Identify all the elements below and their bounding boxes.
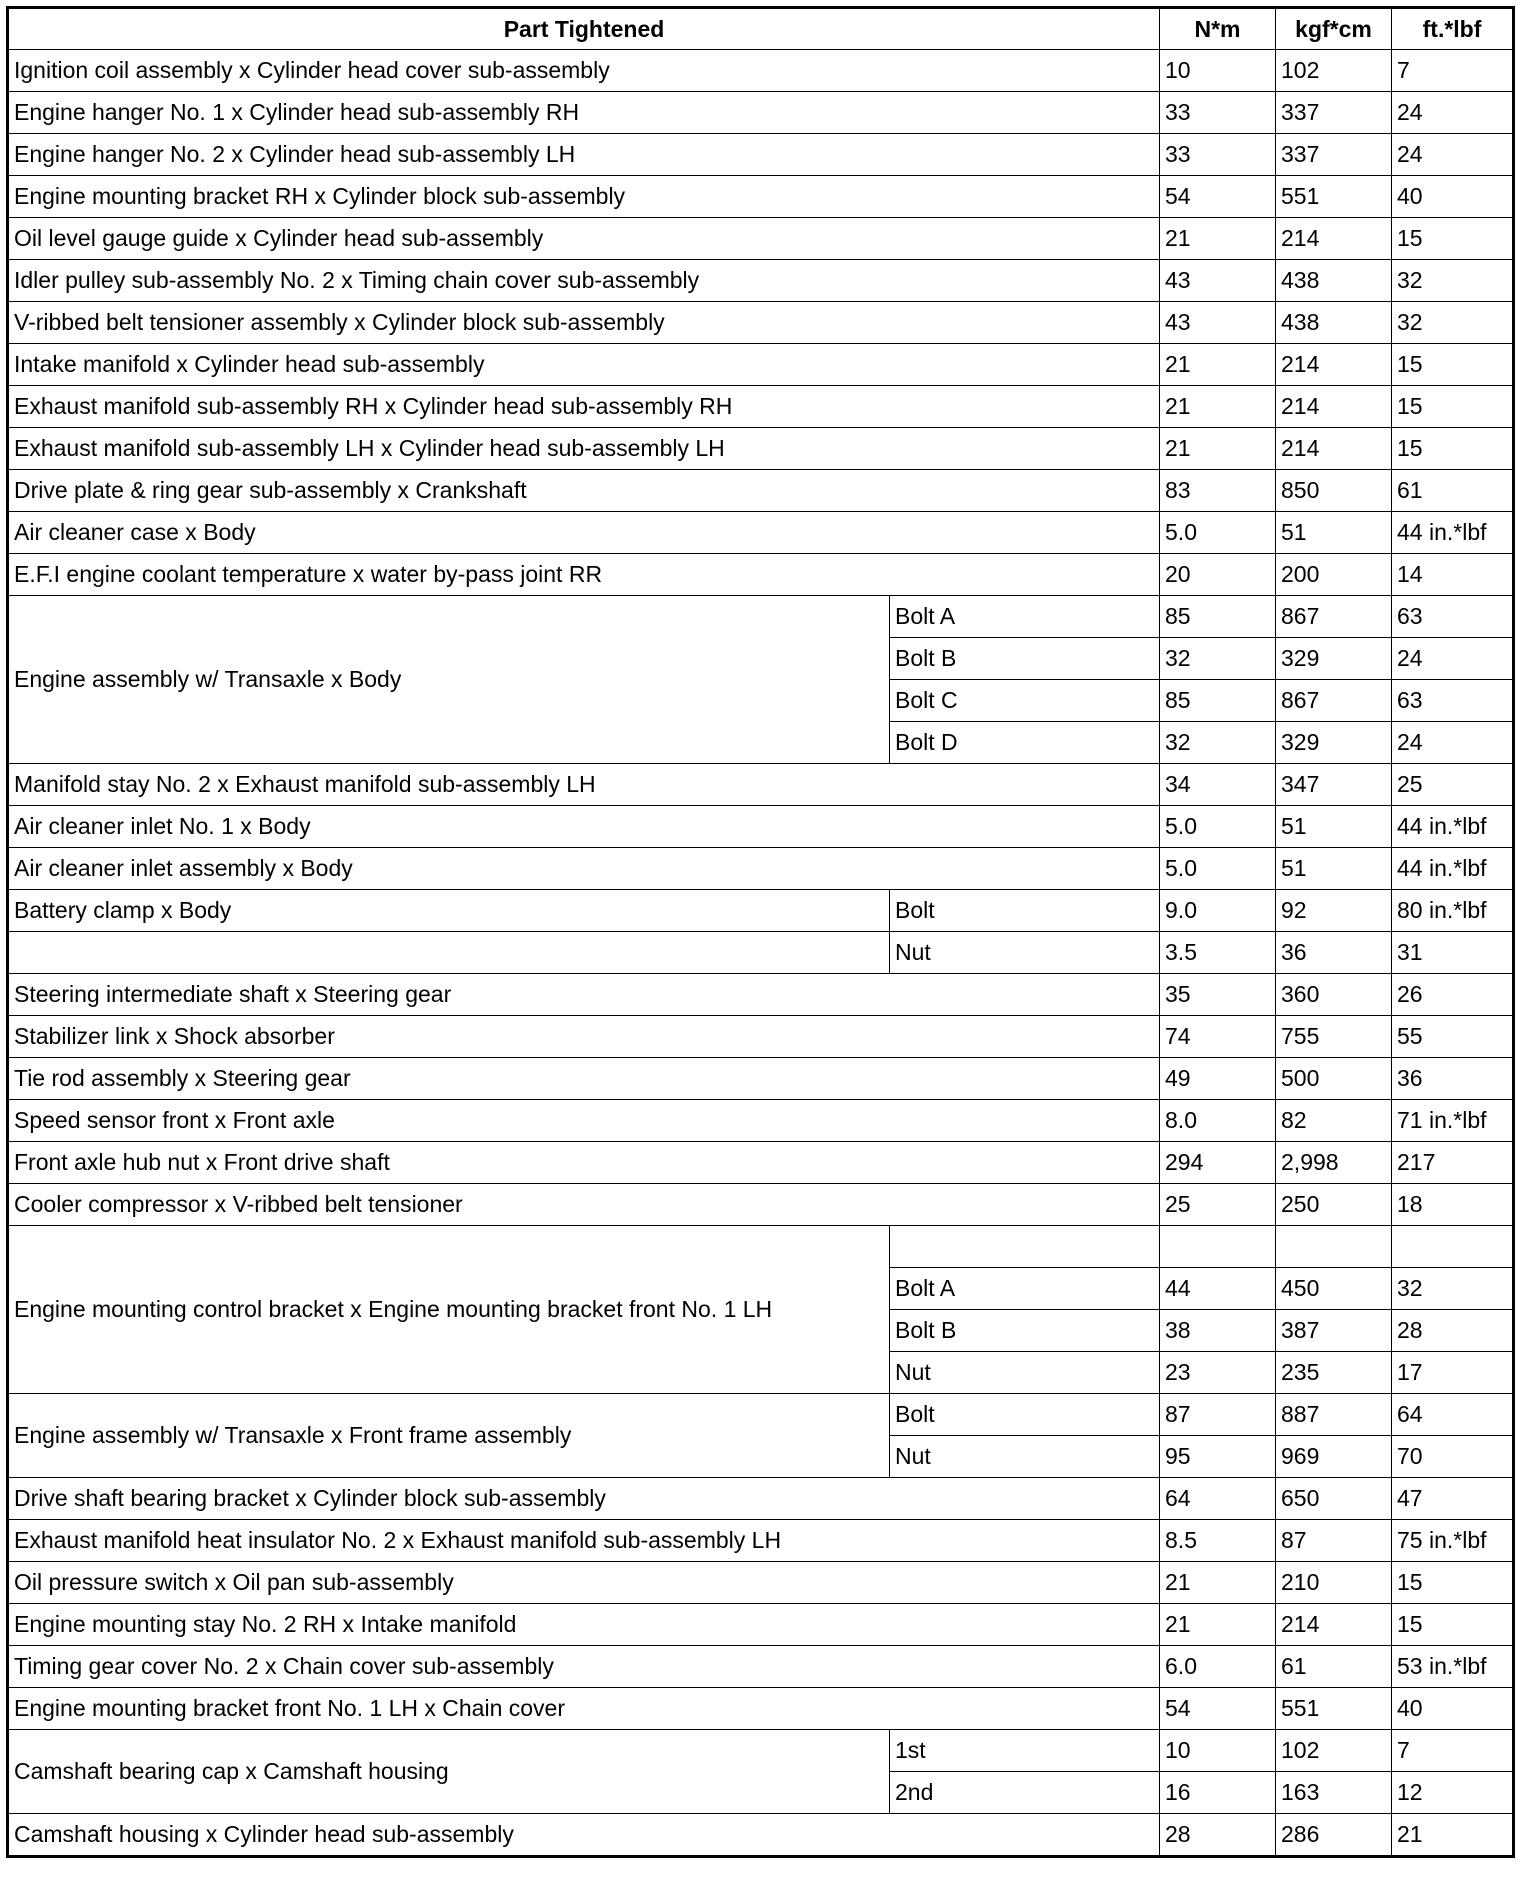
ft-lbf-cell: 32: [1392, 1268, 1514, 1310]
fastener-cell: Bolt A: [890, 1268, 1160, 1310]
part-cell: Air cleaner case x Body: [8, 512, 1160, 554]
kgf-cm-cell: 210: [1276, 1562, 1392, 1604]
part-cell: Drive plate & ring gear sub-assembly x Crankshaft: [8, 470, 1160, 512]
kgf-cm-cell: [1276, 1226, 1392, 1268]
fastener-cell: Bolt A: [890, 596, 1160, 638]
nm-cell: 83: [1160, 470, 1276, 512]
ft-lbf-cell: 14: [1392, 554, 1514, 596]
kgf-cm-cell: 755: [1276, 1016, 1392, 1058]
kgf-cm-cell: 51: [1276, 512, 1392, 554]
nm-cell: 8.5: [1160, 1520, 1276, 1562]
ft-lbf-cell: 71 in.*lbf: [1392, 1100, 1514, 1142]
nm-cell: 54: [1160, 1688, 1276, 1730]
ft-lbf-cell: 44 in.*lbf: [1392, 848, 1514, 890]
ft-lbf-cell: 24: [1392, 134, 1514, 176]
kgf-cm-cell: 337: [1276, 92, 1392, 134]
nm-cell: 21: [1160, 1604, 1276, 1646]
part-cell: Speed sensor front x Front axle: [8, 1100, 1160, 1142]
table-row: [8, 1184, 1514, 1226]
ft-lbf-cell: 15: [1392, 1604, 1514, 1646]
table-row: [8, 1730, 1514, 1772]
kgf-cm-cell: 887: [1276, 1394, 1392, 1436]
part-cell: Air cleaner inlet assembly x Body: [8, 848, 1160, 890]
part-cell: Exhaust manifold sub-assembly RH x Cylinder head sub-assembly RH: [8, 386, 1160, 428]
ft-lbf-cell: [1392, 1226, 1514, 1268]
ft-lbf-cell: 53 in.*lbf: [1392, 1646, 1514, 1688]
table-row: [8, 1142, 1514, 1184]
kgf-cm-cell: 387: [1276, 1310, 1392, 1352]
ft-lbf-cell: 70: [1392, 1436, 1514, 1478]
ft-lbf-cell: 64: [1392, 1394, 1514, 1436]
nm-cell: 38: [1160, 1310, 1276, 1352]
part-cell: Timing gear cover No. 2 x Chain cover sub-assembly: [8, 1646, 1160, 1688]
table-row: [8, 848, 1514, 890]
nm-cell: [1160, 1226, 1276, 1268]
ft-lbf-cell: 7: [1392, 1730, 1514, 1772]
ft-lbf-cell: 17: [1392, 1352, 1514, 1394]
part-cell: Battery clamp x Body: [8, 890, 890, 932]
header-nm: N*m: [1160, 8, 1276, 50]
kgf-cm-cell: 337: [1276, 134, 1392, 176]
nm-cell: 43: [1160, 260, 1276, 302]
nm-cell: 21: [1160, 344, 1276, 386]
table-row: [8, 1520, 1514, 1562]
fastener-cell: [890, 1226, 1160, 1268]
nm-cell: 21: [1160, 1562, 1276, 1604]
part-cell: E.F.I engine coolant temperature x water by-pass joint RR: [8, 554, 1160, 596]
nm-cell: 44: [1160, 1268, 1276, 1310]
ft-lbf-cell: 15: [1392, 1562, 1514, 1604]
ft-lbf-cell: 15: [1392, 344, 1514, 386]
ft-lbf-cell: 217: [1392, 1142, 1514, 1184]
kgf-cm-cell: 360: [1276, 974, 1392, 1016]
kgf-cm-cell: 200: [1276, 554, 1392, 596]
kgf-cm-cell: 286: [1276, 1814, 1392, 1857]
part-cell: Engine mounting bracket RH x Cylinder block sub-assembly: [8, 176, 1160, 218]
ft-lbf-cell: 80 in.*lbf: [1392, 890, 1514, 932]
fastener-cell: Nut: [890, 1436, 1160, 1478]
nm-cell: 32: [1160, 638, 1276, 680]
ft-lbf-cell: 47: [1392, 1478, 1514, 1520]
nm-cell: 5.0: [1160, 848, 1276, 890]
torque-specification-table: [6, 6, 1515, 1858]
ft-lbf-cell: 15: [1392, 428, 1514, 470]
nm-cell: 43: [1160, 302, 1276, 344]
nm-cell: 85: [1160, 596, 1276, 638]
kgf-cm-cell: 650: [1276, 1478, 1392, 1520]
nm-cell: 5.0: [1160, 806, 1276, 848]
ft-lbf-cell: 75 in.*lbf: [1392, 1520, 1514, 1562]
nm-cell: 95: [1160, 1436, 1276, 1478]
ft-lbf-cell: 12: [1392, 1772, 1514, 1814]
ft-lbf-cell: 15: [1392, 386, 1514, 428]
table-row: [8, 176, 1514, 218]
part-cell: Engine assembly w/ Transaxle x Front frame assembly: [8, 1394, 890, 1478]
ft-lbf-cell: 55: [1392, 1016, 1514, 1058]
kgf-cm-cell: 250: [1276, 1184, 1392, 1226]
header-ft-lbf: ft.*lbf: [1392, 8, 1514, 50]
fastener-cell: Bolt C: [890, 680, 1160, 722]
kgf-cm-cell: 214: [1276, 218, 1392, 260]
table-row: [8, 1394, 1514, 1436]
table-row: [8, 92, 1514, 134]
table-row: [8, 596, 1514, 638]
kgf-cm-cell: 102: [1276, 50, 1392, 92]
ft-lbf-cell: 36: [1392, 1058, 1514, 1100]
ft-lbf-cell: 28: [1392, 1310, 1514, 1352]
ft-lbf-cell: 63: [1392, 596, 1514, 638]
ft-lbf-cell: 25: [1392, 764, 1514, 806]
fastener-cell: Bolt B: [890, 638, 1160, 680]
kgf-cm-cell: 61: [1276, 1646, 1392, 1688]
kgf-cm-cell: 214: [1276, 386, 1392, 428]
table-row: [8, 554, 1514, 596]
ft-lbf-cell: 24: [1392, 722, 1514, 764]
ft-lbf-cell: 61: [1392, 470, 1514, 512]
fastener-cell: Nut: [890, 932, 1160, 974]
ft-lbf-cell: 44 in.*lbf: [1392, 512, 1514, 554]
kgf-cm-cell: 850: [1276, 470, 1392, 512]
kgf-cm-cell: 867: [1276, 680, 1392, 722]
header-row: [8, 8, 1514, 50]
part-cell: Exhaust manifold heat insulator No. 2 x Exhaust manifold sub-assembly LH: [8, 1520, 1160, 1562]
kgf-cm-cell: 82: [1276, 1100, 1392, 1142]
part-cell: Exhaust manifold sub-assembly LH x Cylinder head sub-assembly LH: [8, 428, 1160, 470]
nm-cell: 294: [1160, 1142, 1276, 1184]
kgf-cm-cell: 214: [1276, 1604, 1392, 1646]
table-row: [8, 260, 1514, 302]
table-row: [8, 974, 1514, 1016]
ft-lbf-cell: 40: [1392, 1688, 1514, 1730]
ft-lbf-cell: 24: [1392, 638, 1514, 680]
part-cell: Camshaft bearing cap x Camshaft housing: [8, 1730, 890, 1814]
kgf-cm-cell: 92: [1276, 890, 1392, 932]
part-cell: Idler pulley sub-assembly No. 2 x Timing chain cover sub-assembly: [8, 260, 1160, 302]
fastener-cell: Bolt: [890, 890, 1160, 932]
kgf-cm-cell: 551: [1276, 176, 1392, 218]
table-row: [8, 302, 1514, 344]
part-cell: Engine mounting bracket front No. 1 LH x Chain cover: [8, 1688, 1160, 1730]
nm-cell: 28: [1160, 1814, 1276, 1857]
kgf-cm-cell: 235: [1276, 1352, 1392, 1394]
table-row: [8, 806, 1514, 848]
ft-lbf-cell: 21: [1392, 1814, 1514, 1857]
kgf-cm-cell: 163: [1276, 1772, 1392, 1814]
nm-cell: 20: [1160, 554, 1276, 596]
kgf-cm-cell: 214: [1276, 344, 1392, 386]
ft-lbf-cell: 24: [1392, 92, 1514, 134]
part-cell: Engine hanger No. 1 x Cylinder head sub-assembly RH: [8, 92, 1160, 134]
part-cell: Front axle hub nut x Front drive shaft: [8, 1142, 1160, 1184]
kgf-cm-cell: 867: [1276, 596, 1392, 638]
part-cell: Manifold stay No. 2 x Exhaust manifold sub-assembly LH: [8, 764, 1160, 806]
fastener-cell: Bolt B: [890, 1310, 1160, 1352]
part-cell: Engine mounting stay No. 2 RH x Intake manifold: [8, 1604, 1160, 1646]
part-cell: Engine hanger No. 2 x Cylinder head sub-assembly LH: [8, 134, 1160, 176]
table-row: [8, 386, 1514, 428]
part-cell: [8, 932, 890, 974]
ft-lbf-cell: 31: [1392, 932, 1514, 974]
table-row: [8, 470, 1514, 512]
nm-cell: 21: [1160, 386, 1276, 428]
ft-lbf-cell: 63: [1392, 680, 1514, 722]
part-cell: V-ribbed belt tensioner assembly x Cylinder block sub-assembly: [8, 302, 1160, 344]
fastener-cell: 2nd: [890, 1772, 1160, 1814]
table-row: [8, 428, 1514, 470]
part-cell: Ignition coil assembly x Cylinder head cover sub-assembly: [8, 50, 1160, 92]
header-part-tightened: Part Tightened: [8, 8, 1160, 50]
ft-lbf-cell: 15: [1392, 218, 1514, 260]
nm-cell: 3.5: [1160, 932, 1276, 974]
header-kgf-cm: kgf*cm: [1276, 8, 1392, 50]
kgf-cm-cell: 438: [1276, 260, 1392, 302]
kgf-cm-cell: 500: [1276, 1058, 1392, 1100]
ft-lbf-cell: 32: [1392, 260, 1514, 302]
table-row: [8, 1814, 1514, 1857]
nm-cell: 8.0: [1160, 1100, 1276, 1142]
fastener-cell: 1st: [890, 1730, 1160, 1772]
table-row: [8, 512, 1514, 554]
nm-cell: 49: [1160, 1058, 1276, 1100]
part-cell: Engine assembly w/ Transaxle x Body: [8, 596, 890, 764]
table-row: [8, 890, 1514, 932]
kgf-cm-cell: 969: [1276, 1436, 1392, 1478]
nm-cell: 64: [1160, 1478, 1276, 1520]
table-row: [8, 1100, 1514, 1142]
nm-cell: 23: [1160, 1352, 1276, 1394]
kgf-cm-cell: 450: [1276, 1268, 1392, 1310]
table-row: [8, 50, 1514, 92]
kgf-cm-cell: 102: [1276, 1730, 1392, 1772]
table-row: [8, 1604, 1514, 1646]
nm-cell: 9.0: [1160, 890, 1276, 932]
kgf-cm-cell: 329: [1276, 722, 1392, 764]
table-row: [8, 1688, 1514, 1730]
nm-cell: 33: [1160, 92, 1276, 134]
table-row: [8, 1646, 1514, 1688]
nm-cell: 5.0: [1160, 512, 1276, 554]
kgf-cm-cell: 51: [1276, 848, 1392, 890]
fastener-cell: Bolt D: [890, 722, 1160, 764]
table-row: [8, 1478, 1514, 1520]
table-row: [8, 764, 1514, 806]
ft-lbf-cell: 26: [1392, 974, 1514, 1016]
kgf-cm-cell: 51: [1276, 806, 1392, 848]
nm-cell: 32: [1160, 722, 1276, 764]
part-cell: Camshaft housing x Cylinder head sub-assembly: [8, 1814, 1160, 1857]
fastener-cell: Bolt: [890, 1394, 1160, 1436]
table-row: [8, 932, 1514, 974]
table-row: [8, 134, 1514, 176]
nm-cell: 10: [1160, 1730, 1276, 1772]
table-row: [8, 344, 1514, 386]
part-cell: Cooler compressor x V-ribbed belt tensioner: [8, 1184, 1160, 1226]
part-cell: Oil level gauge guide x Cylinder head sub-assembly: [8, 218, 1160, 260]
kgf-cm-cell: 87: [1276, 1520, 1392, 1562]
ft-lbf-cell: 32: [1392, 302, 1514, 344]
nm-cell: 25: [1160, 1184, 1276, 1226]
table-row: [8, 1016, 1514, 1058]
kgf-cm-cell: 438: [1276, 302, 1392, 344]
nm-cell: 54: [1160, 176, 1276, 218]
part-cell: Stabilizer link x Shock absorber: [8, 1016, 1160, 1058]
part-cell: Steering intermediate shaft x Steering gear: [8, 974, 1160, 1016]
nm-cell: 21: [1160, 218, 1276, 260]
nm-cell: 34: [1160, 764, 1276, 806]
part-cell: Tie rod assembly x Steering gear: [8, 1058, 1160, 1100]
table-row: [8, 1058, 1514, 1100]
nm-cell: 16: [1160, 1772, 1276, 1814]
ft-lbf-cell: 18: [1392, 1184, 1514, 1226]
kgf-cm-cell: 347: [1276, 764, 1392, 806]
kgf-cm-cell: 214: [1276, 428, 1392, 470]
part-cell: Intake manifold x Cylinder head sub-assembly: [8, 344, 1160, 386]
fastener-cell: Nut: [890, 1352, 1160, 1394]
table-row: [8, 1562, 1514, 1604]
ft-lbf-cell: 40: [1392, 176, 1514, 218]
kgf-cm-cell: 2,998: [1276, 1142, 1392, 1184]
nm-cell: 87: [1160, 1394, 1276, 1436]
table-row: [8, 1226, 1514, 1268]
ft-lbf-cell: 7: [1392, 50, 1514, 92]
nm-cell: 33: [1160, 134, 1276, 176]
nm-cell: 35: [1160, 974, 1276, 1016]
part-cell: Drive shaft bearing bracket x Cylinder block sub-assembly: [8, 1478, 1160, 1520]
nm-cell: 6.0: [1160, 1646, 1276, 1688]
part-cell: Engine mounting control bracket x Engine mounting bracket front No. 1 LH: [8, 1226, 890, 1394]
ft-lbf-cell: 44 in.*lbf: [1392, 806, 1514, 848]
kgf-cm-cell: 551: [1276, 1688, 1392, 1730]
kgf-cm-cell: 36: [1276, 932, 1392, 974]
kgf-cm-cell: 329: [1276, 638, 1392, 680]
nm-cell: 21: [1160, 428, 1276, 470]
part-cell: Air cleaner inlet No. 1 x Body: [8, 806, 1160, 848]
table-row: [8, 218, 1514, 260]
nm-cell: 10: [1160, 50, 1276, 92]
nm-cell: 74: [1160, 1016, 1276, 1058]
part-cell: Oil pressure switch x Oil pan sub-assembly: [8, 1562, 1160, 1604]
nm-cell: 85: [1160, 680, 1276, 722]
